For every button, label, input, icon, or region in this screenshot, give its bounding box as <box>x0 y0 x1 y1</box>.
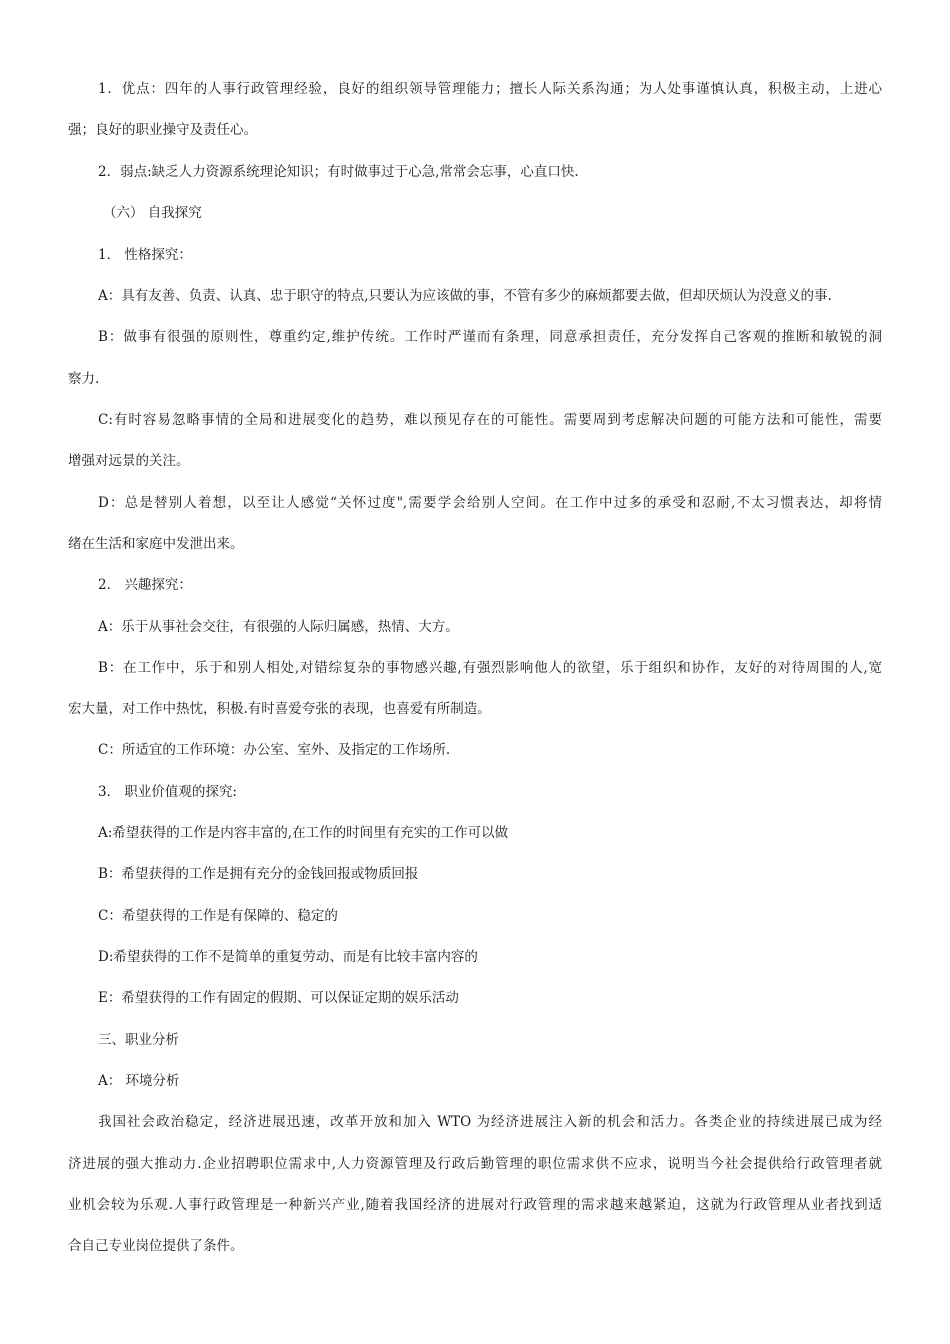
environment-line-4: 合自己专业岗位提供了条件。 <box>68 1238 244 1254</box>
interests-c: C：所适宜的工作环境：办公室、室外、及指定的工作场所. <box>98 742 451 758</box>
environment-line-3: 业机会较为乐观.人事行政管理是一种新兴产业,随着我国经济的进展对行政管理的需求越来越紧迫，这就为行政管理从业者找到适 <box>68 1197 882 1213</box>
interests-a: A：乐于从事社会交往，有很强的人际归属感，热情、大方。 <box>98 619 459 635</box>
strengths-line-2: 强；良好的职业操守及责任心。 <box>68 122 257 138</box>
subheading-personality: 1． 性格探究： <box>98 247 192 263</box>
values-e: E：希望获得的工作有固定的假期、可以保证定期的娱乐活动 <box>98 990 459 1006</box>
interests-b-line-1: B：在工作中，乐于和别人相处,对错综复杂的事物感兴趣,有强烈影响他人的欲望，乐于组织和协作，友好的对待周围的人,宽 <box>98 660 882 676</box>
personality-d-line-2: 绪在生活和家庭中发泄出来。 <box>68 536 244 552</box>
values-d: D:希望获得的工作不是简单的重复劳动、而是有比较丰富内容的 <box>98 949 478 965</box>
subheading-career-values: 3． 职业价值观的探究: <box>98 784 237 800</box>
personality-b-line-2: 察力. <box>68 371 100 387</box>
environment-line-1: 我国社会政治稳定，经济进展迅速，改革开放和加入 WTO 为经济进展注入新的机会和活力。各类企业的持续进展已成为经 <box>98 1114 882 1130</box>
personality-c-line-1: C:有时容易忽略事情的全局和进展变化的趋势，难以预见存在的可能性。需要周到考虑解决问题的可能方法和可能性，需要 <box>98 412 882 428</box>
values-b: B：希望获得的工作是拥有充分的金钱回报或物质回报 <box>98 866 419 882</box>
section-heading-self-exploration: （六） 自我探究 <box>103 205 202 221</box>
weaknesses-line: 2．弱点:缺乏人力资源系统理论知识；有时做事过于心急,常常会忘事，心直口快. <box>98 164 579 180</box>
personality-c-line-2: 增强对远景的关注。 <box>68 453 190 469</box>
values-a: A:希望获得的工作是内容丰富的,在工作的时间里有充实的工作可以做 <box>98 825 509 841</box>
personality-b-line-1: B：做事有很强的原则性，尊重约定,维护传统。工作时严谨而有条理，同意承担责任，充分发挥自己客观的推断和敏锐的洞 <box>98 329 882 345</box>
subheading-environment: A： 环境分析 <box>98 1073 180 1089</box>
strengths-line-1: 1．优点：四年的人事行政管理经验，良好的组织领导管理能力；擅长人际关系沟通；为人处事谨慎认真，积极主动，上进心 <box>98 81 882 97</box>
values-c: C：希望获得的工作是有保障的、稳定的 <box>98 908 338 924</box>
section-heading-career-analysis: 三、职业分析 <box>98 1032 179 1048</box>
personality-d-line-1: D：总是替别人着想，以至让人感觉“关怀过度",需要学会给别人空间。在工作中过多的承受和忍耐,不太习惯表达，却将情 <box>98 495 882 511</box>
interests-b-line-2: 宏大量，对工作中热忱，积极.有时喜爱夸张的表现，也喜爱有所制造。 <box>68 701 491 717</box>
personality-a: A：具有友善、负责、认真、忠于职守的特点,只要认为应该做的事，不管有多少的麻烦都要去做，但却厌烦认为没意义的事. <box>98 288 832 304</box>
environment-line-2: 济进展的强大推动力.企业招聘职位需求中,人力资源管理及行政后勤管理的职位需求供不应求，说明当今社会提供给行政管理者就 <box>68 1156 882 1172</box>
subheading-interests: 2． 兴趣探究： <box>98 577 192 593</box>
